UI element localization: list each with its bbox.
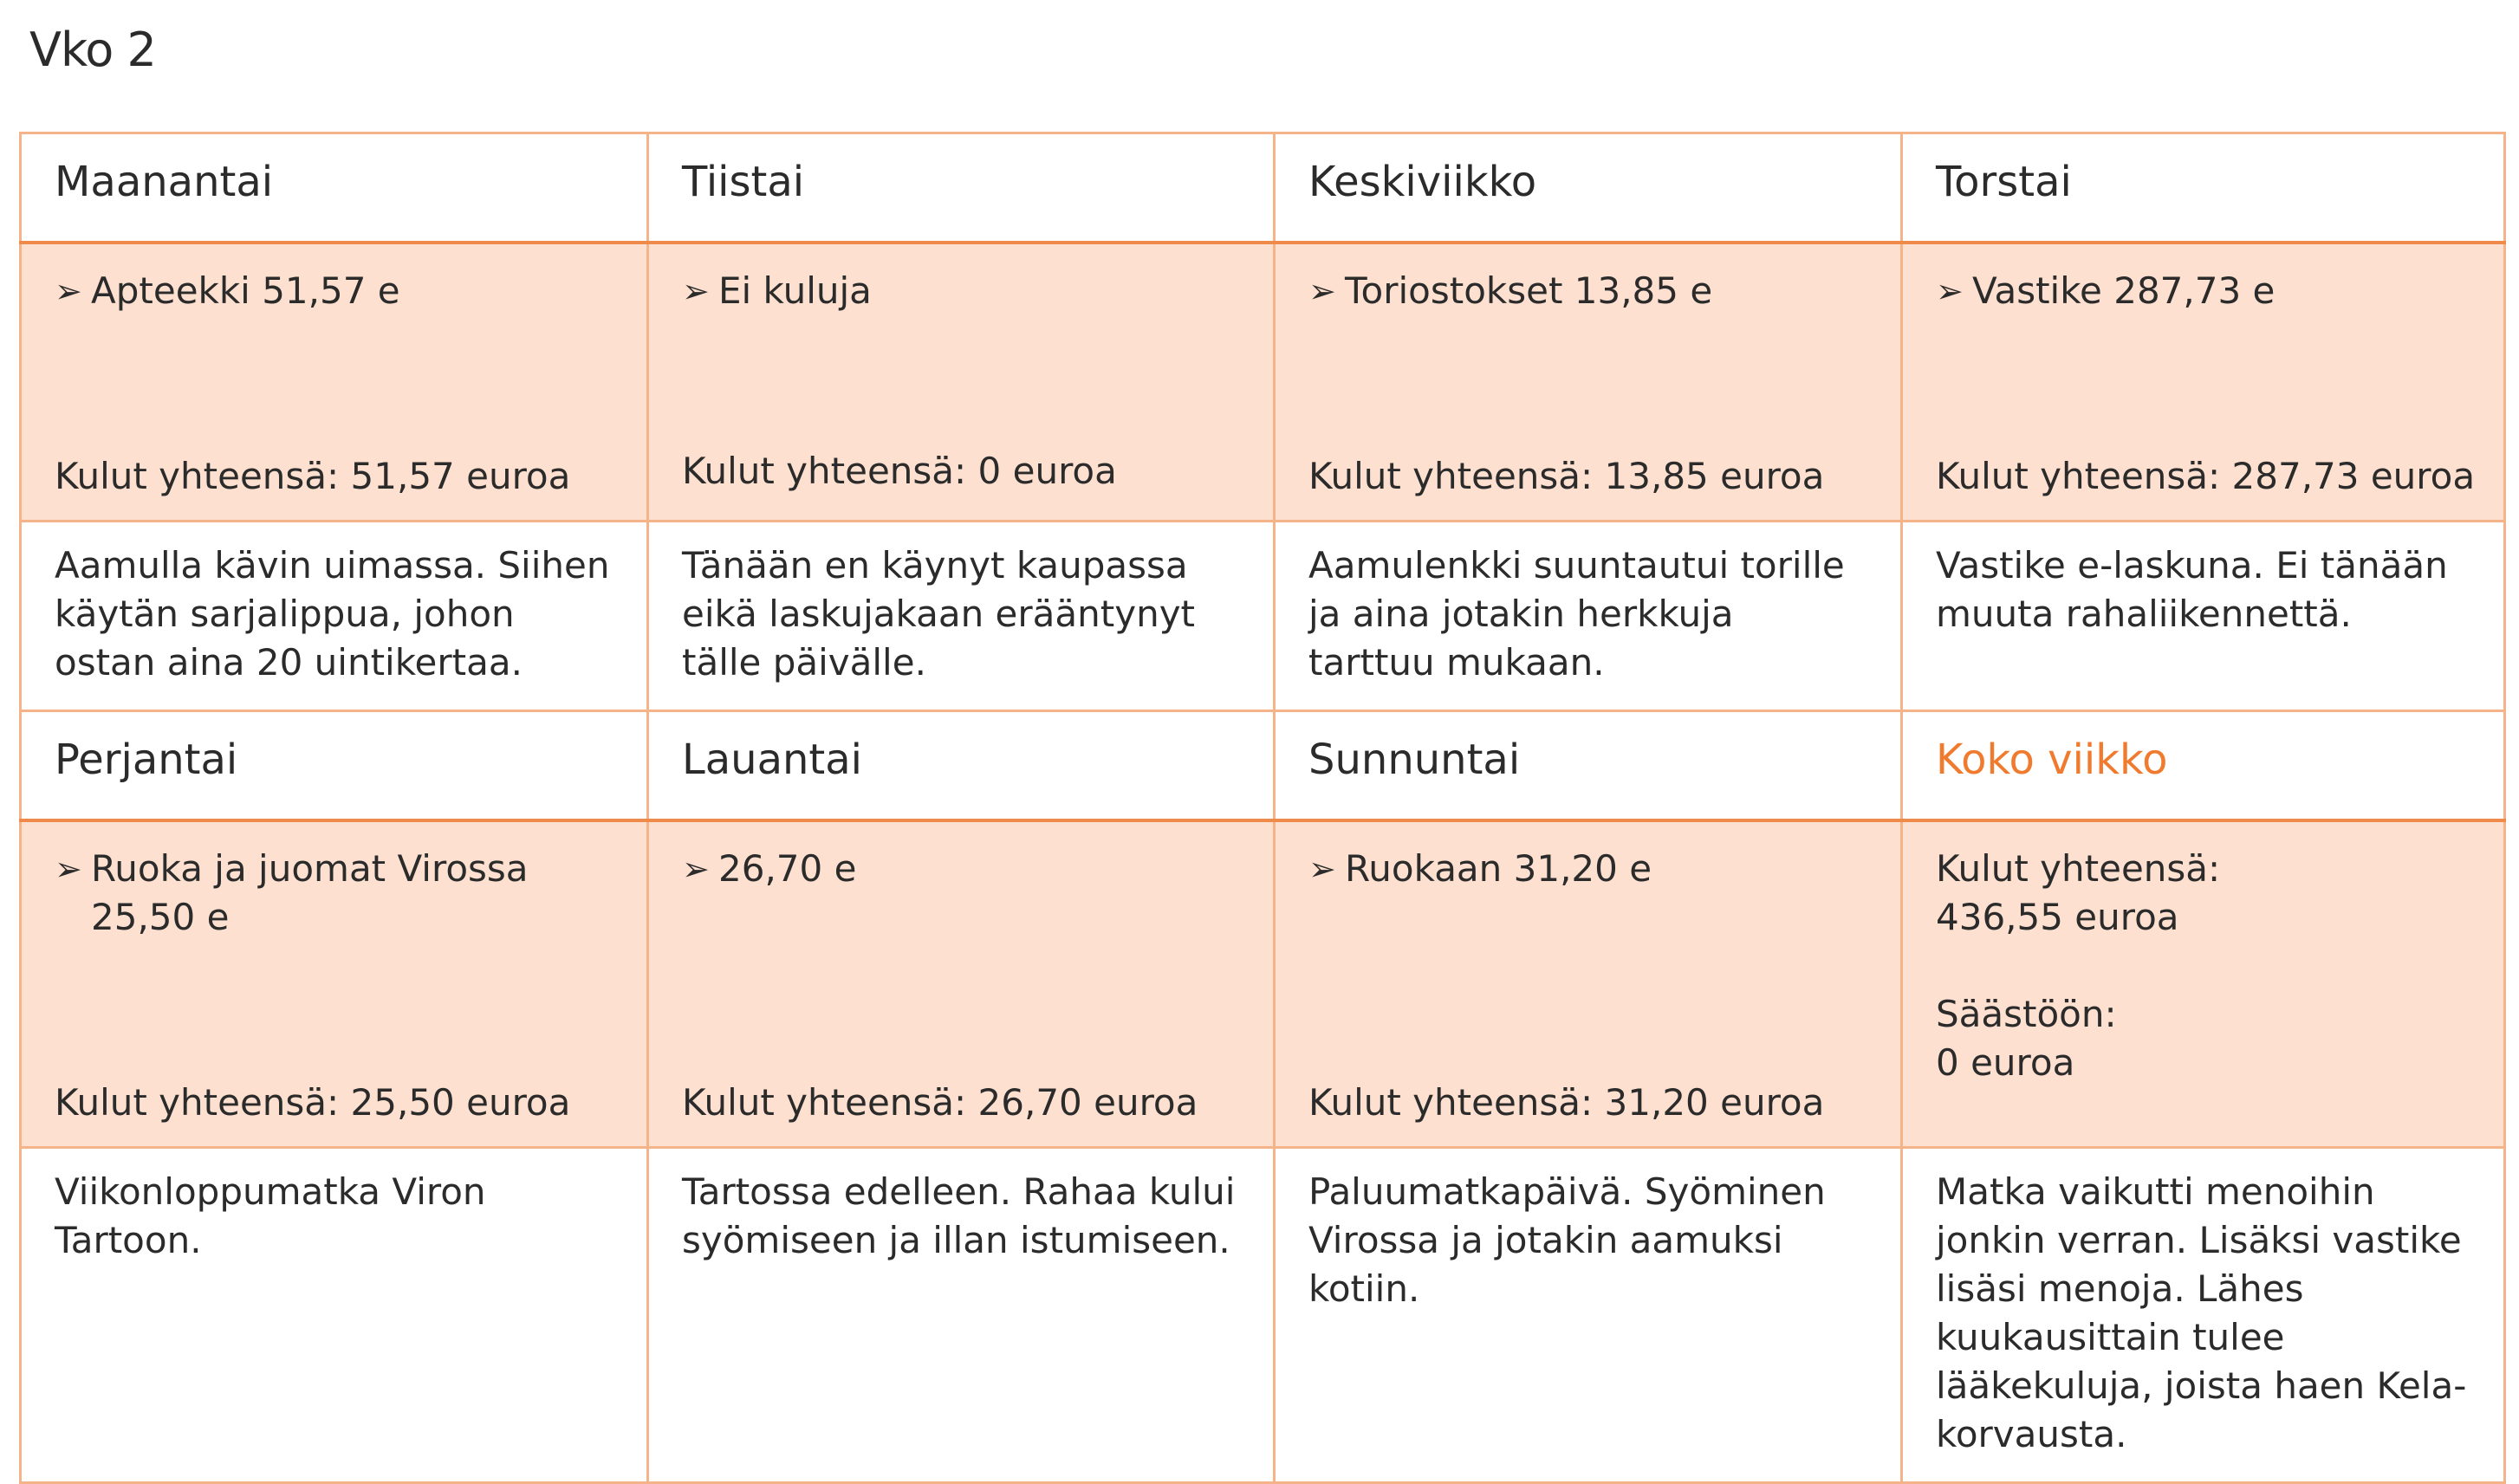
expense-item xyxy=(682,845,1240,893)
expense-item-text: Vastike 287,73 e xyxy=(1972,269,2276,312)
note-text: Tänään en käynyt kaupassa eikä laskujakaan erääntynyt tälle päivälle. xyxy=(682,544,1196,684)
note-row xyxy=(21,522,2505,711)
weekly-expense-table xyxy=(19,132,2506,1484)
day-header-row xyxy=(21,711,2505,820)
day-header-sunday: Sunnuntai xyxy=(1275,711,1902,820)
note-text: Paluumatkapäivä. Syöminen Virossa ja jotakin aamuksi kotiin. xyxy=(1308,1170,1826,1310)
expense-total: Kulut yhteensä: 13,85 euroa xyxy=(1308,455,1825,497)
expense-cell-thursday xyxy=(1902,243,2505,522)
expense-item xyxy=(682,267,1240,315)
expense-total: Kulut yhteensä: 25,50 euroa xyxy=(55,1081,571,1124)
expense-item-text: Ruoka ja juomat Virossa 25,50 e xyxy=(91,846,529,938)
expense-item-text: Ei kuluja xyxy=(718,269,872,312)
expense-cell-monday xyxy=(21,243,648,522)
day-header-saturday: Lauantai xyxy=(648,711,1275,820)
arrow-icon: ➢ xyxy=(55,849,82,888)
arrow-icon: ➢ xyxy=(1936,271,1964,310)
expense-cell-friday xyxy=(21,820,648,1148)
summary-total-value: 436,55 euroa xyxy=(1936,895,2179,938)
note-row xyxy=(21,1148,2505,1483)
expense-total: Kulut yhteensä: 0 euroa xyxy=(682,450,1117,492)
summary-total-label: Kulut yhteensä: xyxy=(1936,846,2221,890)
expense-total: Kulut yhteensä: 51,57 euroa xyxy=(55,455,571,497)
expense-total: Kulut yhteensä: 287,73 euroa xyxy=(1936,455,2476,497)
note-cell-sunday xyxy=(1275,1148,1902,1483)
note-text: Aamulenkki suuntautui torille ja aina jotakin herkkuja tarttuu mukaan. xyxy=(1308,544,1845,684)
day-header-row xyxy=(21,133,2505,243)
expense-cell-sunday xyxy=(1275,820,1902,1148)
note-cell-saturday xyxy=(648,1148,1275,1483)
note-text: Aamulla kävin uimassa. Siihen käytän sarjalippua, johon ostan aina 20 uintikertaa. xyxy=(55,544,610,684)
summary-savings-label: Säästöön: xyxy=(1936,992,2117,1035)
day-header-friday: Perjantai xyxy=(21,711,648,820)
day-header-wednesday: Keskiviikko xyxy=(1275,133,1902,243)
expense-cell-wednesday xyxy=(1275,243,1902,522)
arrow-icon: ➢ xyxy=(1308,849,1336,888)
expense-item xyxy=(55,267,614,315)
note-text: Vastike e-laskuna. Ei tänään muuta rahaliikennettä. xyxy=(1936,544,2448,635)
expense-item xyxy=(1308,845,1867,893)
expense-item xyxy=(55,845,614,942)
expense-item-text: Toriostokset 13,85 e xyxy=(1345,269,1713,312)
summary-note: Matka vaikutti menoihin jonkin verran. Lisäksi vastike lisäsi menoja. Lähes kuukausittain tulee lääkekuluja, joista haen Kela-korvausta. xyxy=(1936,1170,2467,1455)
summary-expense-cell xyxy=(1902,820,2505,1148)
summary-note-cell xyxy=(1902,1148,2505,1483)
page-title: Vko 2 xyxy=(29,23,156,77)
expense-row xyxy=(21,243,2505,522)
expense-total: Kulut yhteensä: 26,70 euroa xyxy=(682,1081,1198,1124)
summary-savings-value: 0 euroa xyxy=(1936,1040,2075,1084)
note-cell-tuesday xyxy=(648,522,1275,711)
note-text: Tartossa edelleen. Rahaa kului syömiseen ja illan istumiseen. xyxy=(682,1170,1236,1261)
expense-item-text: Apteekki 51,57 e xyxy=(91,269,400,312)
note-text: Viikonloppumatka Viron Tartoon. xyxy=(55,1170,486,1261)
expense-cell-saturday xyxy=(648,820,1275,1148)
arrow-icon: ➢ xyxy=(1308,271,1336,310)
note-cell-monday xyxy=(21,522,648,711)
day-header-monday: Maanantai xyxy=(21,133,648,243)
note-cell-friday xyxy=(21,1148,648,1483)
expense-item-text: 26,70 e xyxy=(718,846,857,890)
day-header-tuesday: Tiistai xyxy=(648,133,1275,243)
expense-total: Kulut yhteensä: 31,20 euroa xyxy=(1308,1081,1825,1124)
note-cell-wednesday xyxy=(1275,522,1902,711)
note-cell-thursday xyxy=(1902,522,2505,711)
arrow-icon: ➢ xyxy=(682,271,710,310)
arrow-icon: ➢ xyxy=(55,271,82,310)
expense-item xyxy=(1308,267,1867,315)
arrow-icon: ➢ xyxy=(682,849,710,888)
day-header-thursday: Torstai xyxy=(1902,133,2505,243)
summary-heading: Koko viikko xyxy=(1902,711,2505,820)
expense-item-text: Ruokaan 31,20 e xyxy=(1345,846,1652,890)
expense-row xyxy=(21,820,2505,1148)
expense-item xyxy=(1936,267,2470,315)
expense-cell-tuesday xyxy=(648,243,1275,522)
